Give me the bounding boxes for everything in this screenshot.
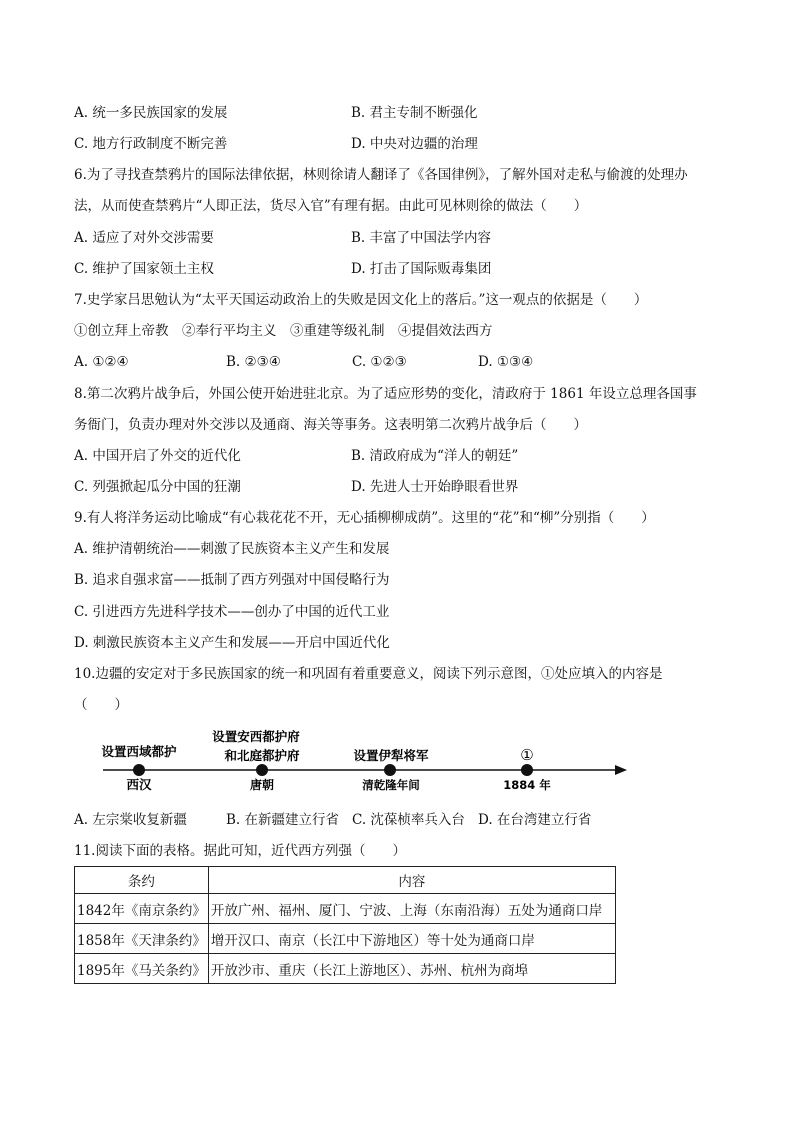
timeline-point-1884 (521, 764, 533, 776)
timeline-point-xihan (133, 764, 145, 776)
timeline-e2-bottom: 唐朝 (249, 778, 275, 792)
q10-option-a: A. 左宗棠收复新疆 (74, 812, 187, 828)
q10-stem-line2: （ ） (74, 697, 128, 713)
q8-stem-line2: 务衙门，负责办理对外交涉以及通商、海关等事务。这表明第二次鸦片战争后（ ） (74, 417, 587, 433)
q7-option-c: C. ①②③ (352, 354, 407, 370)
timeline-point-tang (256, 764, 268, 776)
q6-option-d: D. 打击了国际贩毒集团 (351, 261, 492, 277)
q11-stem: 11.阅读下面的表格。据此可知，近代西方列强（ ） (74, 843, 406, 859)
table-cell-treaty: 1842年《南京条约》 (75, 894, 209, 924)
q9-option-d: D. 刺激民族资本主义产生和发展——开启中国近代化 (74, 635, 390, 651)
q8-stem-line1: 8.第二次鸦片战争后，外国公使开始进驻北京。为了适应形势的变化，清政府于 1861 年设立总理各国事 (74, 386, 697, 402)
q9-option-c: C. 引进西方先进科学技术——创办了中国的近代工业 (74, 604, 390, 620)
q6-option-b: B. 丰富了中国法学内容 (351, 230, 492, 246)
timeline-e2-top2: 和北庭都护府 (224, 748, 300, 763)
timeline-e3-bottom: 清乾隆年间 (362, 778, 420, 792)
q5-option-a: A. 统一多民族国家的发展 (74, 105, 228, 121)
q5-option-c: C. 地方行政制度不断完善 (74, 136, 228, 152)
timeline-e1-top: 设置西域都护 (101, 744, 177, 759)
q6-stem-line2: 法，从而使查禁鸦片“人即正法，货尽入官”有理有据。由此可见林则徐的做法（ ） (74, 198, 588, 214)
table-cell-treaty: 1858年《天津条约》 (75, 924, 209, 954)
table-cell-treaty: 1895年《马关条约》 (75, 954, 209, 984)
timeline-e3-top: 设置伊犁将军 (353, 748, 429, 763)
table-header-row (75, 867, 616, 894)
timeline-point-qianlong (384, 764, 396, 776)
table-row (75, 954, 616, 984)
q10-stem-line1: 10.边疆的安定对于多民族国家的统一和巩固有着重要意义，阅读下列示意图，①处应填入的内容是 (74, 666, 663, 682)
table-cell-content: 开放沙市、重庆（长江上游地区）、苏州、杭州为商埠 (208, 954, 615, 984)
timeline-e4-top: ① (520, 746, 534, 764)
q8-option-d: D. 先进人士开始睁眼看世界 (351, 479, 519, 495)
q10-option-b: B. 在新疆建立行省 (226, 812, 340, 828)
q7-items: ①创立拜上帝教 ②奉行平均主义 ③重建等级礼制 ④提倡效法西方 (74, 323, 493, 339)
q8-option-a: A. 中国开启了外交的近代化 (74, 448, 241, 464)
q10-option-d: D. 在台湾建立行省 (478, 812, 592, 828)
q10-option-c: C. 沈葆桢率兵入台 (352, 812, 465, 828)
table-cell-content: 开放广州、福州、厦门、宁波、上海（东南沿海）五处为通商口岸 (208, 894, 615, 924)
q10-timeline-diagram (0, 722, 794, 800)
q6-option-a: A. 适应了对外交涉需要 (74, 230, 214, 246)
q5-option-b: B. 君主专制不断强化 (351, 105, 478, 121)
q7-option-d: D. ①③④ (478, 354, 534, 370)
q8-option-b: B. 清政府成为“洋人的朝廷” (351, 448, 519, 464)
table-row (75, 924, 616, 954)
table-cell-content: 增开汉口、南京（长江中下游地区）等十处为通商口岸 (208, 924, 615, 954)
q8-option-c: C. 列强掀起瓜分中国的狂潮 (74, 479, 241, 495)
treaty-table (74, 866, 616, 984)
timeline-arrowhead (615, 765, 627, 775)
q5-option-d: D. 中央对边疆的治理 (351, 136, 478, 152)
q6-stem-line1: 6.为了寻找查禁鸦片的国际法律依据，林则徐请人翻译了《各国律例》，了解外国对走私与偷渡的处理办 (74, 167, 688, 183)
timeline-e1-bottom: 西汉 (126, 777, 152, 792)
q9-option-b: B. 追求自强求富——抵制了西方列强对中国侵略行为 (74, 572, 390, 588)
q6-option-c: C. 维护了国家领土主权 (74, 261, 214, 277)
timeline-e4-bottom: 1884 年 (503, 778, 551, 792)
q7-option-a: A. ①②④ (74, 354, 129, 370)
table-header-treaty: 条约 (75, 867, 209, 894)
q7-option-b: B. ②③④ (226, 354, 281, 370)
q9-stem: 9.有人将洋务运动比喻成“有心栽花花不开，无心插柳柳成荫”。这里的“花”和“柳”分别指（ ） (74, 510, 655, 526)
timeline-e2-top1: 设置安西都护府 (212, 729, 300, 744)
q7-stem: 7.史学家吕思勉认为“太平天国运动政治上的失败是因文化上的落后。”这一观点的依据是（ ） (74, 292, 648, 308)
table-header-content: 内容 (208, 867, 615, 894)
table-row (75, 894, 616, 924)
q9-option-a: A. 维护清朝统治——刺激了民族资本主义产生和发展 (74, 541, 390, 557)
